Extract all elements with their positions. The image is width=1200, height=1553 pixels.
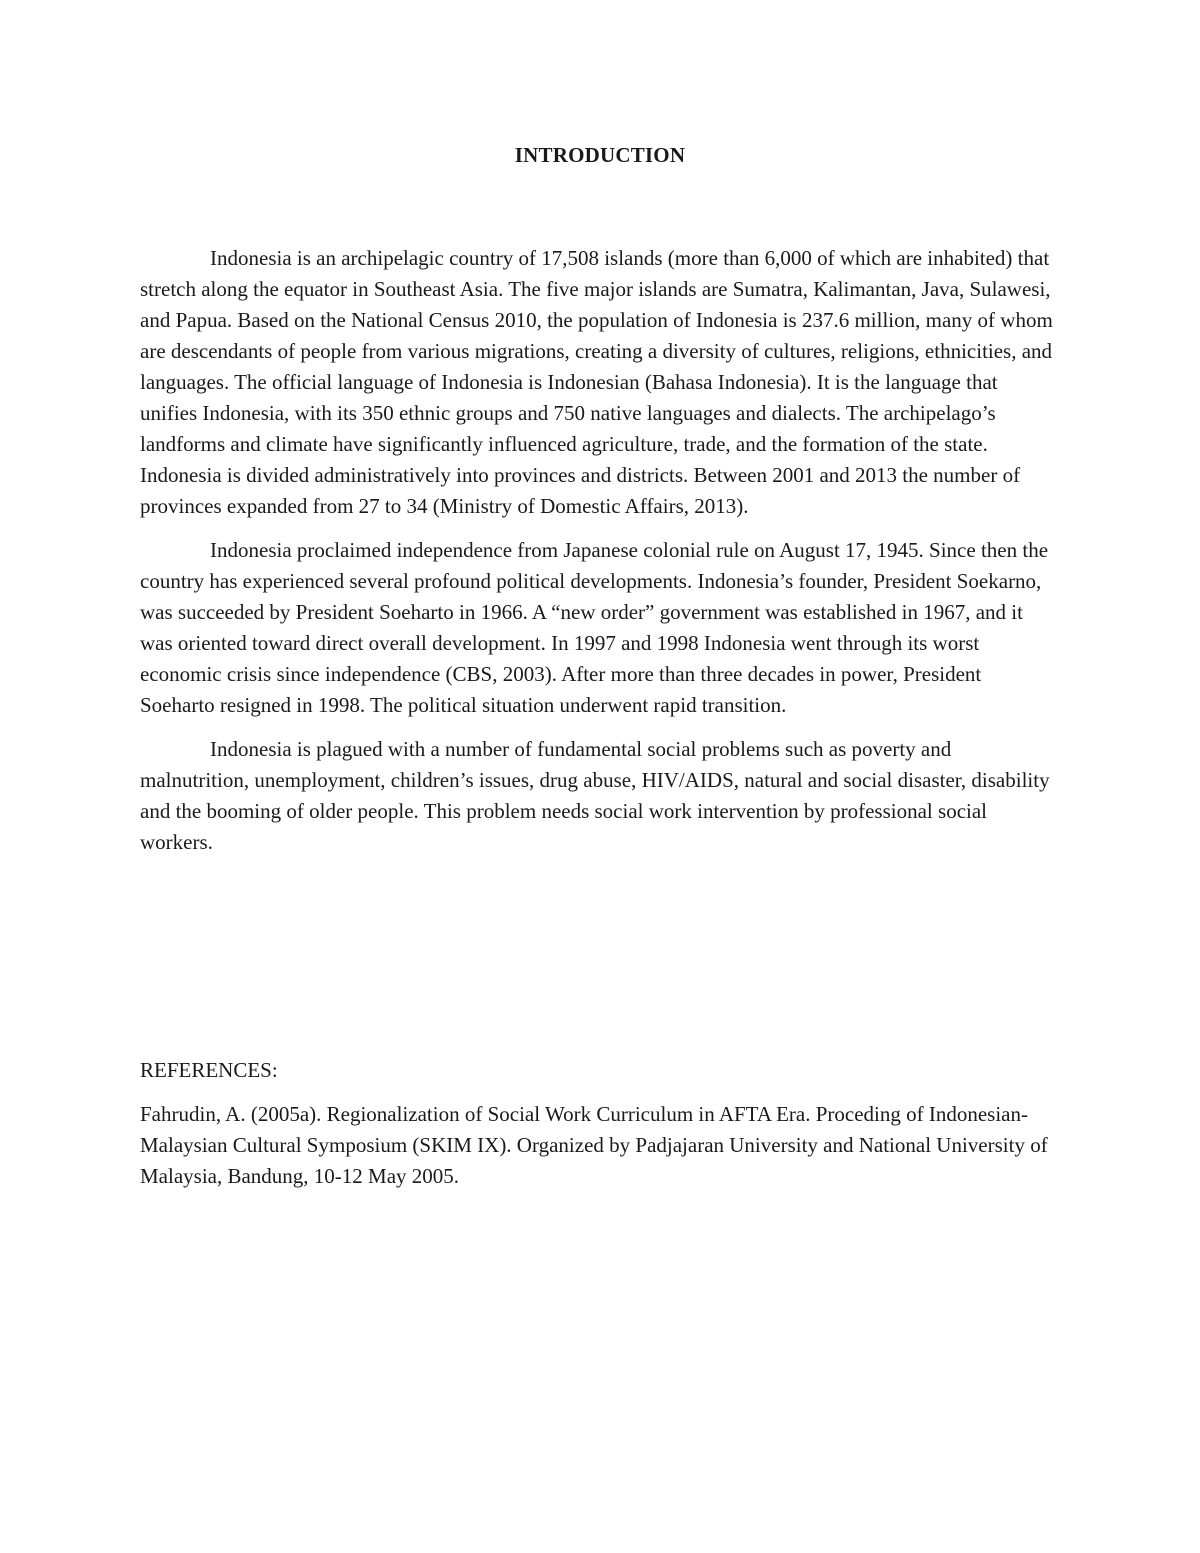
paragraph-geography: Indonesia is an archipelagic country of 17,508 islands (more than 6,000 of which are inhabited) that stretch along the equator in Southeast Asia. The five major islands are Sumatra, Kalimantan, Java, Sulawesi, and Papua. Based on the National Census 2010, the population of Indonesia is 237.6 million, many of whom are descendants of people from various migrations, creating a diversity of cultures, religions, ethnicities, and languages. The official language of Indonesia is Indonesian (Bahasa Indonesia). It is the language that unifies Indonesia, with its 350 ethnic groups and 750 native languages and dialects. The archipelago’s landforms and climate have significantly influenced agriculture, trade, and the formation of the state. Indonesia is divided administratively into provinces and districts. Between 2001 and 2013 the number of provinces expanded from 27 to 34 (Ministry of Domestic Affairs, 2013). <box>140 246 1053 518</box>
paragraph-social-problems: Indonesia is plagued with a number of fundamental social problems such as poverty and malnutrition, unemployment, children’s issues, drug abuse, HIV/AIDS, natural and social disaster, disability and the booming of older people. This problem needs social work intervention by professional social workers. <box>140 737 1050 854</box>
references-heading: REFERENCES: <box>140 1058 278 1082</box>
references-section <box>140 1055 1060 1192</box>
paragraph-history: Indonesia proclaimed independence from Japanese colonial rule on August 17, 1945. Since then the country has experienced several profound political developments. Indonesia’s founder, President Soekarno, was succeeded by President Soeharto in 1966. A “new order” government was established in 1967, and it was oriented toward direct overall development. In 1997 and 1998 Indonesia went through its worst economic crisis since independence (CBS, 2003). After more than three decades in power, President Soeharto resigned in 1998. The political situation underwent rapid transition. <box>140 538 1049 717</box>
body-text <box>140 243 1060 871</box>
reference-item: Fahrudin, A. (2005a). Regionalization of Social Work Curriculum in AFTA Era. Proceding of Indonesian-Malaysian Cultural Symposium (SKIM IX). Organized by Padjajaran University and National University of Malaysia, Bandung, 10-12 May 2005. <box>140 1102 1048 1188</box>
page-title: INTRODUCTION <box>514 143 686 167</box>
